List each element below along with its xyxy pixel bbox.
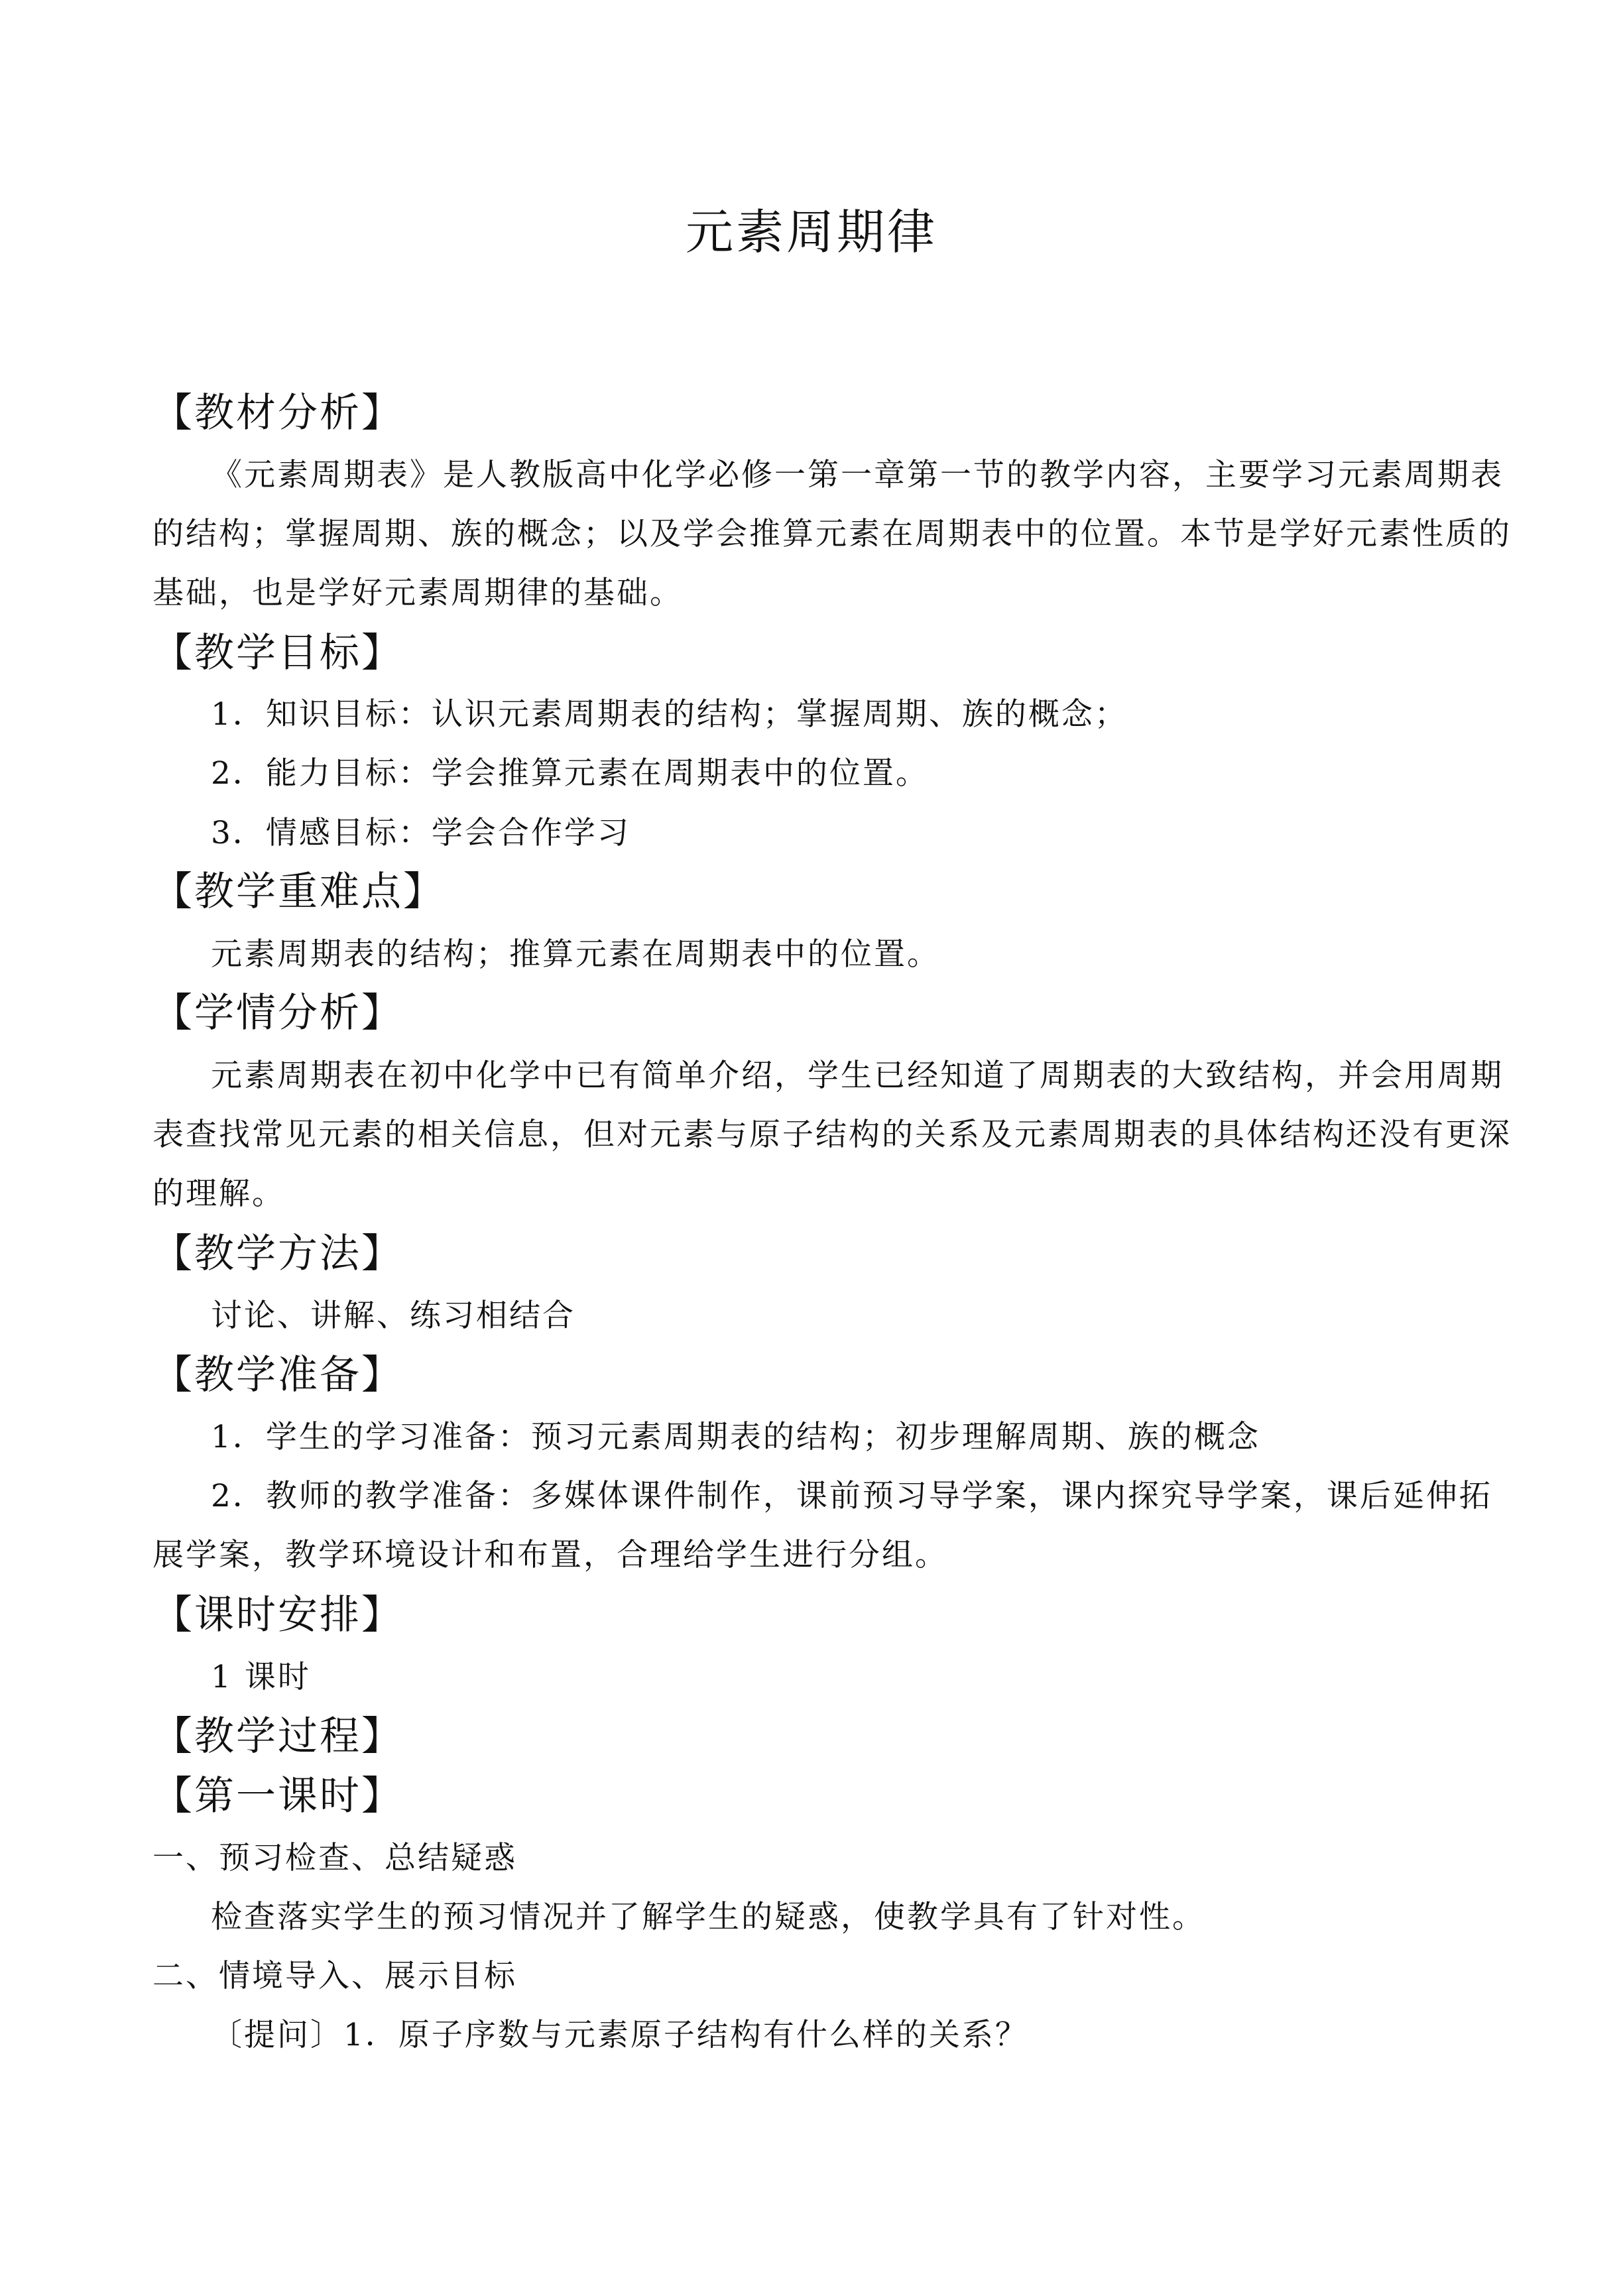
section-heading-key-points: 【教学重难点】 [152,869,445,915]
paragraph-line: 检查落实学生的预习情况并了解学生的疑惑，使教学具有了针对性。 [211,1899,1205,1935]
section-heading-student-analysis: 【学情分析】 [152,990,403,1036]
section-heading-teaching-objectives: 【教学目标】 [152,630,403,676]
section-heading-teaching-process: 【教学过程】 [152,1713,403,1760]
paragraph-line: 元素周期表在初中化学中已有简单介绍，学生已经知道了周期表的大致结构，并会用周期 [211,1057,1504,1094]
document-title: 元素周期律 [685,204,937,260]
step-heading: 二、情境导入、展示目标 [152,1958,517,1994]
objective-item: 3．情感目标：学会合作学习 [211,815,631,851]
paragraph-line: 基础，也是学好元素周期律的基础。 [152,575,683,611]
section-heading-schedule: 【课时安排】 [152,1592,403,1638]
step-heading: 一、预习检查、总结疑惑 [152,1840,517,1876]
paragraph-line: 2．教师的教学准备：多媒体课件制作，课前预习导学案，课内探究导学案，课后延伸拓 [211,1478,1492,1514]
paragraph-line: 展学案，教学环境设计和布置，合理给学生进行分组。 [152,1537,948,1573]
paragraph-line: 1 课时 [211,1659,311,1695]
objective-item: 2．能力目标：学会推算元素在周期表中的位置。 [211,755,929,792]
paragraph-line: 表查找常见元素的相关信息，但对元素与原子结构的关系及元素周期表的具体结构还没有更深 [152,1117,1512,1153]
paragraph-line: 讨论、讲解、练习相结合 [211,1298,575,1334]
section-heading-textbook-analysis: 【教材分析】 [152,390,403,436]
paragraph-line: 的理解。 [152,1176,285,1212]
objective-item: 1．知识目标：认识元素周期表的结构；掌握周期、族的概念； [211,696,1128,733]
paragraph-line: 元素周期表的结构；推算元素在周期表中的位置。 [211,936,940,973]
section-heading-preparation: 【教学准备】 [152,1352,403,1398]
paragraph-line: 1．学生的学习准备：预习元素周期表的结构；初步理解周期、族的概念 [211,1419,1260,1455]
section-heading-first-lesson: 【第一课时】 [152,1773,403,1819]
paragraph-line: 〔提问〕1．原子序数与元素原子结构有什么样的关系？ [211,2017,1028,2053]
paragraph-line: 《元素周期表》是人教版高中化学必修一第一章第一节的教学内容，主要学习元素周期表 [211,457,1504,493]
paragraph-line: 的结构；掌握周期、族的概念；以及学会推算元素在周期表中的位置。本节是学好元素性质的 [152,516,1512,552]
section-heading-teaching-methods: 【教学方法】 [152,1231,403,1277]
